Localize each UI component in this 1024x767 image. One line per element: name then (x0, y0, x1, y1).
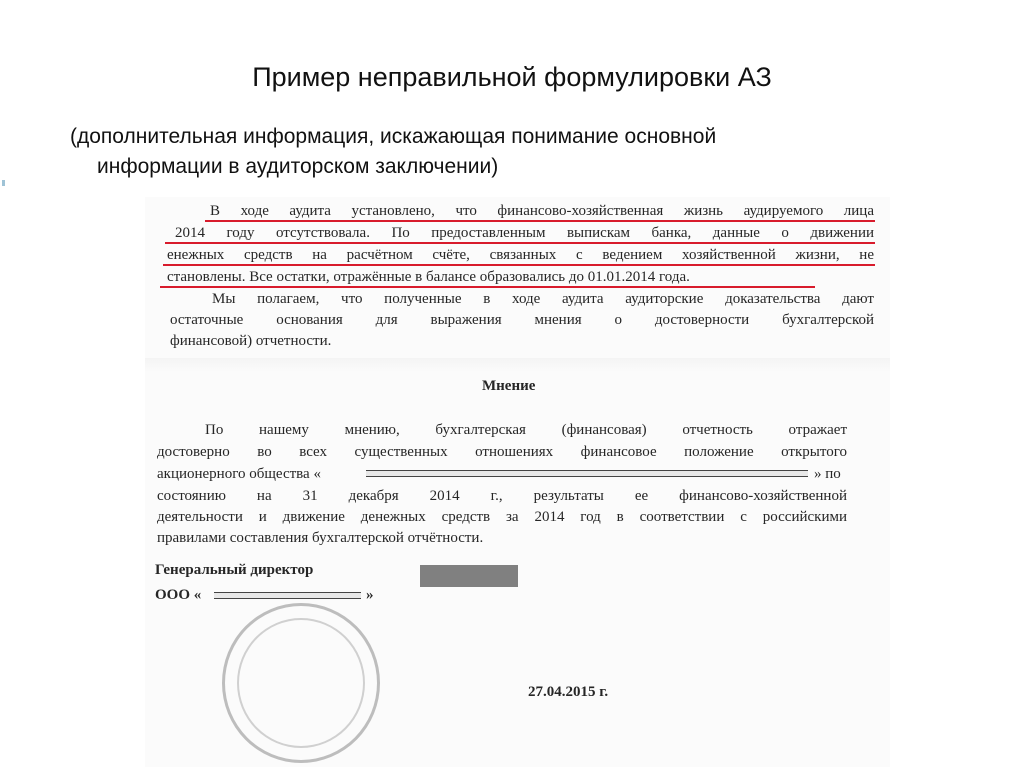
red-underline-3 (163, 264, 875, 266)
subtitle-line-1: (дополнительная информация, искажающая понимание основной (70, 125, 717, 148)
slide-edge-mark (2, 180, 5, 186)
opinion-line-2: достоверно во всех существенных отношениях финансовое положение открытого (157, 444, 847, 460)
company-prefix: ООО « (155, 587, 202, 603)
opinion-line-3-end: » по (814, 466, 841, 482)
opinion-heading: Мнение (482, 378, 536, 394)
redacted-company-name (366, 470, 808, 477)
red-underline-2 (165, 242, 875, 244)
page-fold-shadow (145, 358, 890, 372)
opinion-line-6: правилами составления бухгалтерской отчётности. (157, 530, 484, 546)
opinion-line-3: акционерного общества « (157, 466, 321, 482)
company-suffix: » (366, 587, 374, 603)
slide-subtitle (70, 122, 970, 182)
opinion-line-4: состоянию на 31 декабря 2014 г., результаты ее финансово-хозяйственной (157, 488, 847, 504)
evidence-line-1: Мы полагаем, что полученные в ходе аудита аудиторские доказательства дают (212, 291, 874, 307)
signature-date: 27.04.2015 г. (528, 684, 609, 700)
highlighted-line-3: енежных средств на расчётном счёте, связанных с ведением хозяйственной жизни, не (167, 247, 874, 263)
evidence-line-3: финансовой) отчетности. (170, 333, 332, 349)
company-seal (222, 603, 380, 763)
red-underline-4 (160, 286, 815, 288)
opinion-line-5: деятельности и движение денежных средств за 2014 год в соответствии с российскими (157, 509, 847, 525)
director-title: Генеральный директор (155, 562, 314, 578)
redacted-company-short (214, 592, 361, 599)
redacted-signature (420, 565, 518, 587)
highlighted-line-4: становлены. Все остатки, отражённые в балансе образовались до 01.01.2014 года. (167, 269, 690, 285)
subtitle-line-2: информации в аудиторском заключении) (97, 155, 499, 178)
slide-title: Пример неправильной формулировки АЗ (252, 62, 772, 92)
highlighted-line-1: В ходе аудита установлено, что финансово-хозяйственная жизнь аудируемого лица (210, 203, 874, 219)
red-underline-1 (205, 220, 875, 222)
evidence-line-2: остаточные основания для выражения мнения о достоверности бухгалтерской (170, 312, 874, 328)
opinion-line-1: По нашему мнению, бухгалтерская (финансовая) отчетность отражает (205, 422, 847, 438)
highlighted-line-2: 2014 году отсутствовала. По предоставленным выпискам банка, данные о движении (175, 225, 874, 241)
